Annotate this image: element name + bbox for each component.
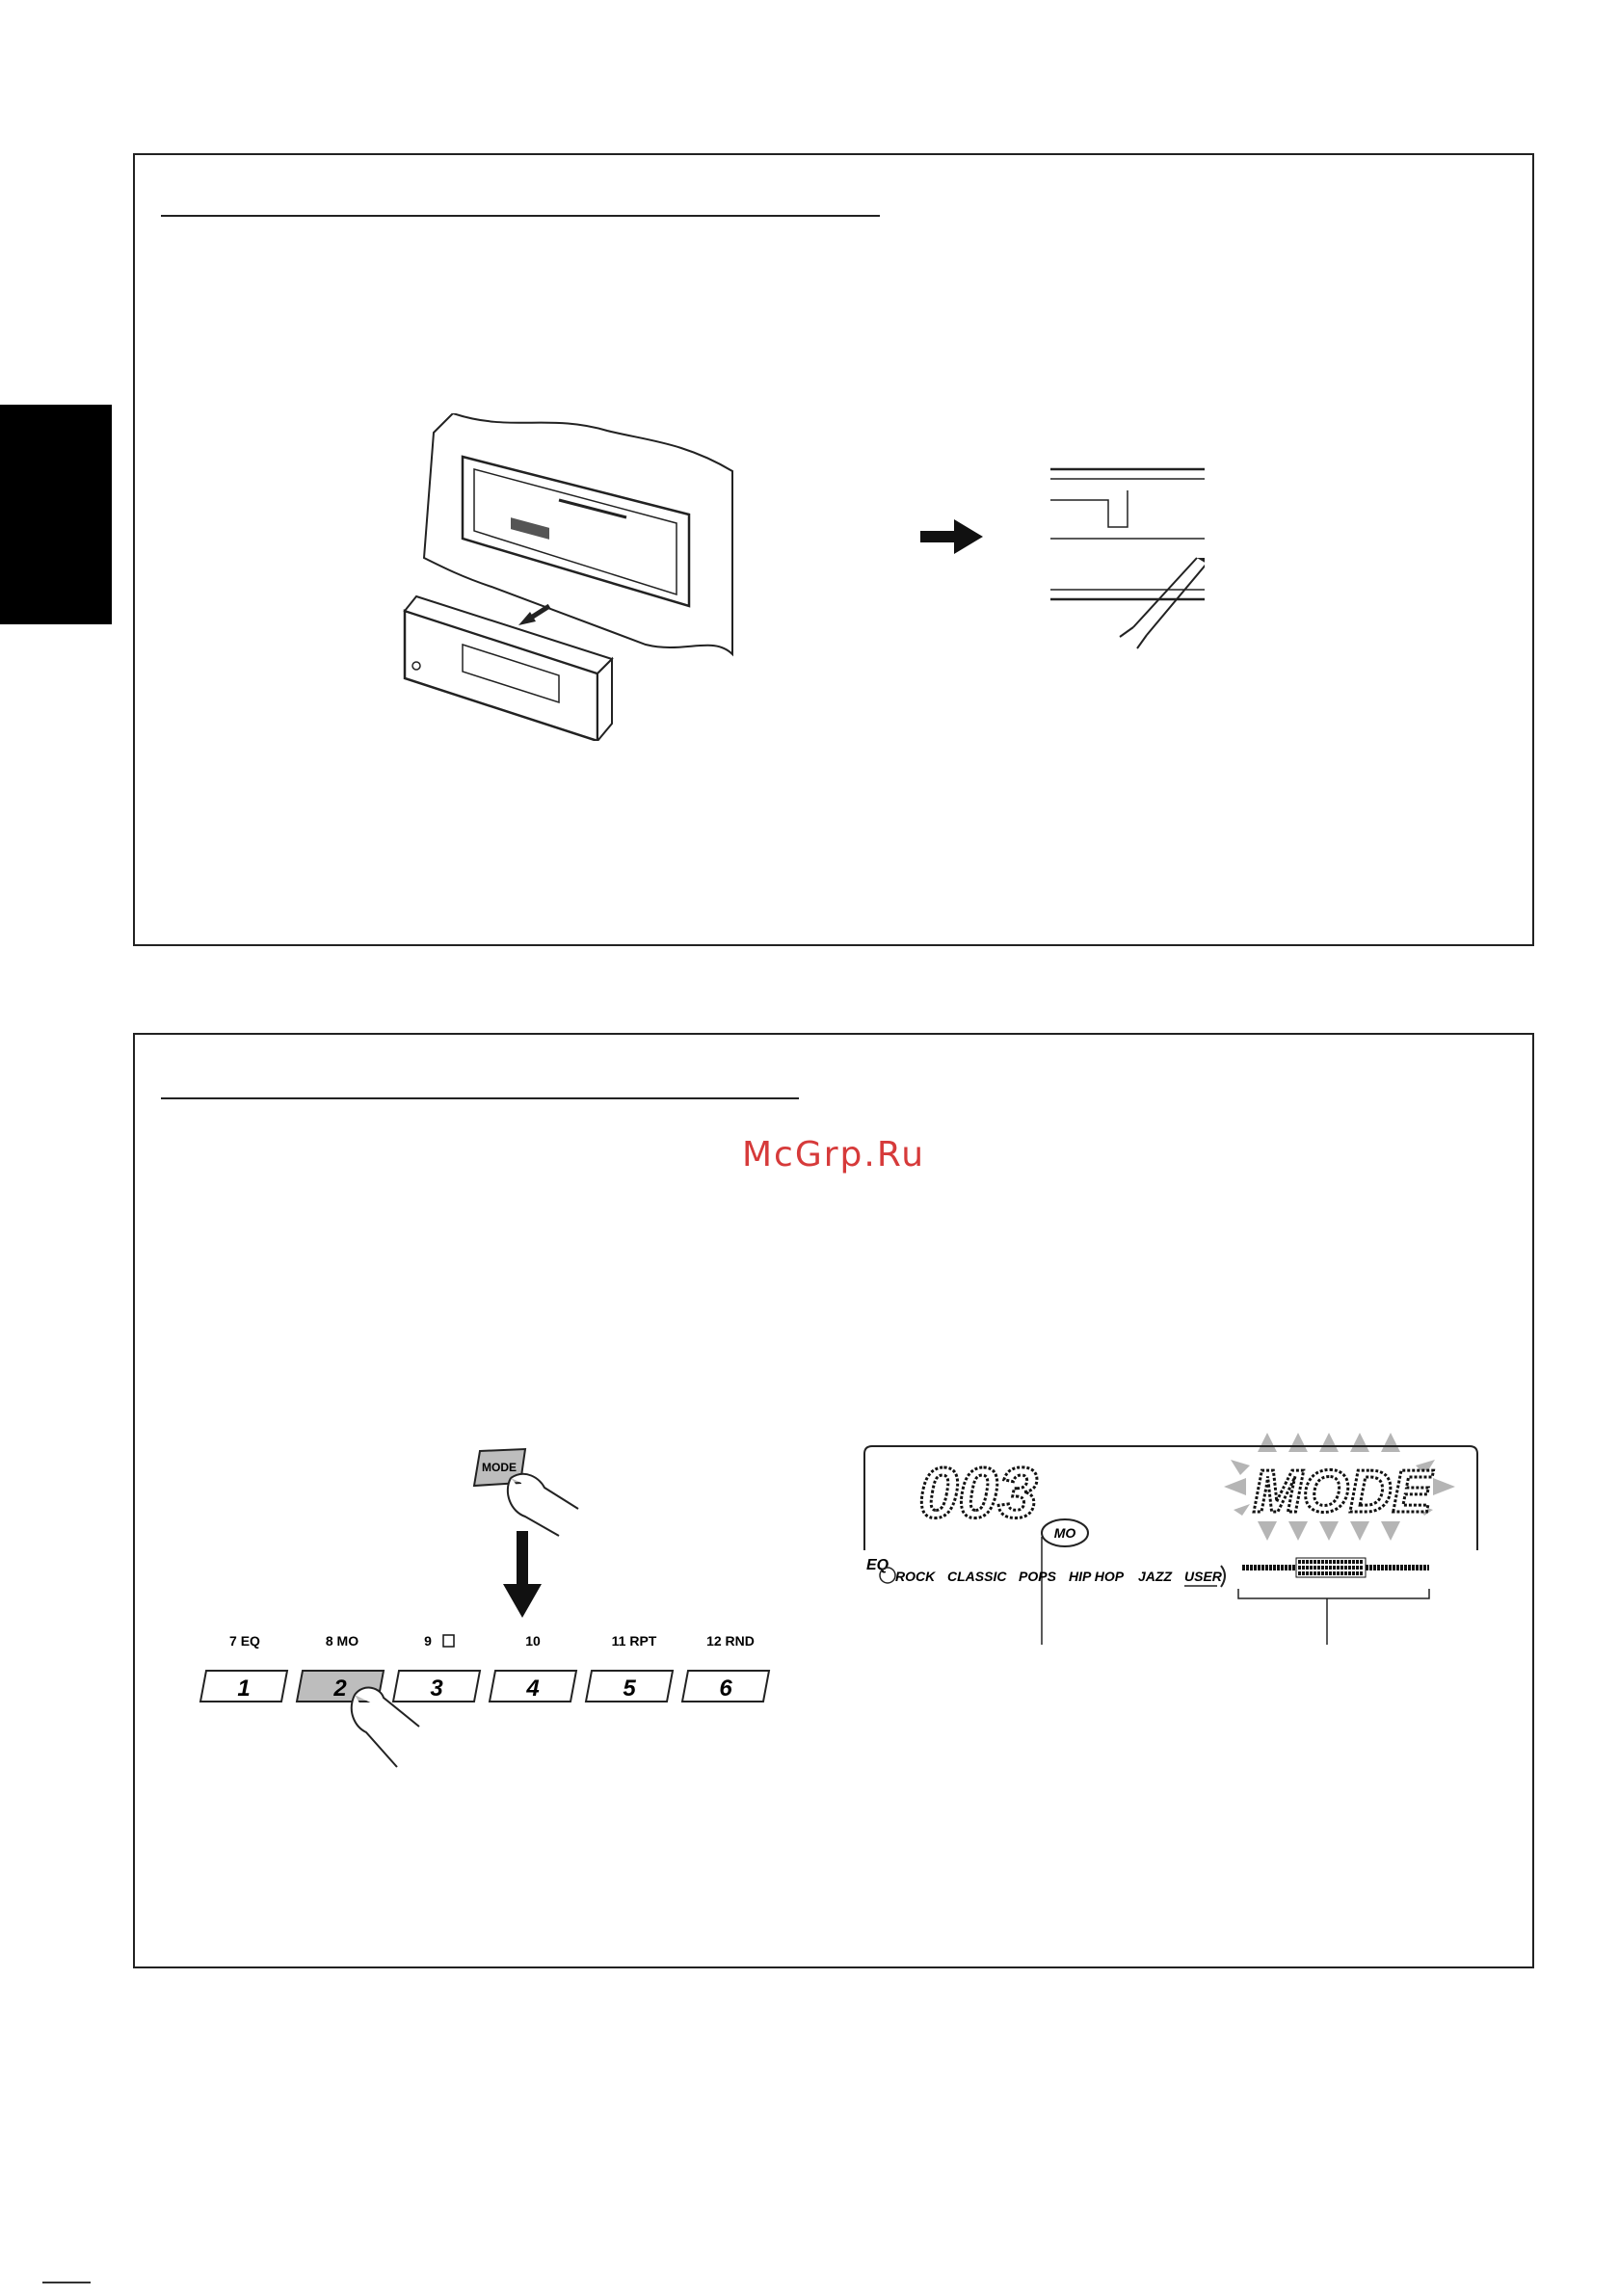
section-detach-reset xyxy=(133,153,1534,946)
heading-underline xyxy=(161,215,880,217)
section-mode-select xyxy=(133,1033,1534,1968)
level-meter xyxy=(1242,1558,1429,1577)
preset-rock: ROCK xyxy=(895,1569,936,1584)
svg-text:1: 1 xyxy=(237,1676,251,1702)
svg-text:5: 5 xyxy=(623,1676,636,1702)
preset-classic: CLASSIC xyxy=(947,1569,1007,1584)
track-number-readout: 003 xyxy=(918,1453,1038,1533)
preset-buttons[interactable] xyxy=(200,1671,769,1702)
preset-button-5[interactable] xyxy=(586,1671,673,1702)
button-4-top-label: 10 xyxy=(525,1633,541,1649)
button-1-top-label: 7 EQ xyxy=(229,1633,260,1649)
button-5-top-label: 11 RPT xyxy=(611,1633,657,1649)
button-panel-illustration[interactable] xyxy=(193,1439,810,1777)
mode-button-label: MODE xyxy=(482,1461,517,1474)
dual-box-icon xyxy=(443,1635,454,1647)
preset-button-1[interactable] xyxy=(200,1671,287,1702)
mode-readout: MODE xyxy=(1253,1459,1432,1525)
eq-label: EQ xyxy=(866,1557,889,1573)
svg-text:2: 2 xyxy=(333,1676,347,1702)
button-6-top-label: 12 RND xyxy=(706,1633,755,1649)
preset-button-4[interactable] xyxy=(490,1671,576,1702)
preset-button-6[interactable] xyxy=(682,1671,769,1702)
detach-panel-illustration xyxy=(395,413,1205,741)
arrow-down-icon xyxy=(503,1531,542,1618)
preset-hiphop: HIP HOP xyxy=(1069,1569,1125,1584)
display-illustration xyxy=(853,1425,1489,1676)
language-side-tab xyxy=(0,405,112,624)
svg-text:MO: MO xyxy=(1053,1525,1076,1541)
button-2-top-label: 8 MO xyxy=(325,1633,359,1649)
heading-underline xyxy=(161,1097,799,1099)
watermark-text: McGrp.Ru xyxy=(741,1135,926,1174)
preset-user: USER xyxy=(1184,1569,1222,1584)
svg-text:4: 4 xyxy=(526,1676,540,1702)
svg-text:6: 6 xyxy=(719,1676,732,1702)
button-3-top-label: 9 xyxy=(424,1633,432,1649)
preset-pops: POPS xyxy=(1019,1569,1056,1584)
svg-text:3: 3 xyxy=(430,1676,443,1702)
footer-mark xyxy=(42,2282,91,2286)
preset-jazz: JAZZ xyxy=(1138,1569,1172,1584)
preset-button-3[interactable] xyxy=(393,1671,480,1702)
